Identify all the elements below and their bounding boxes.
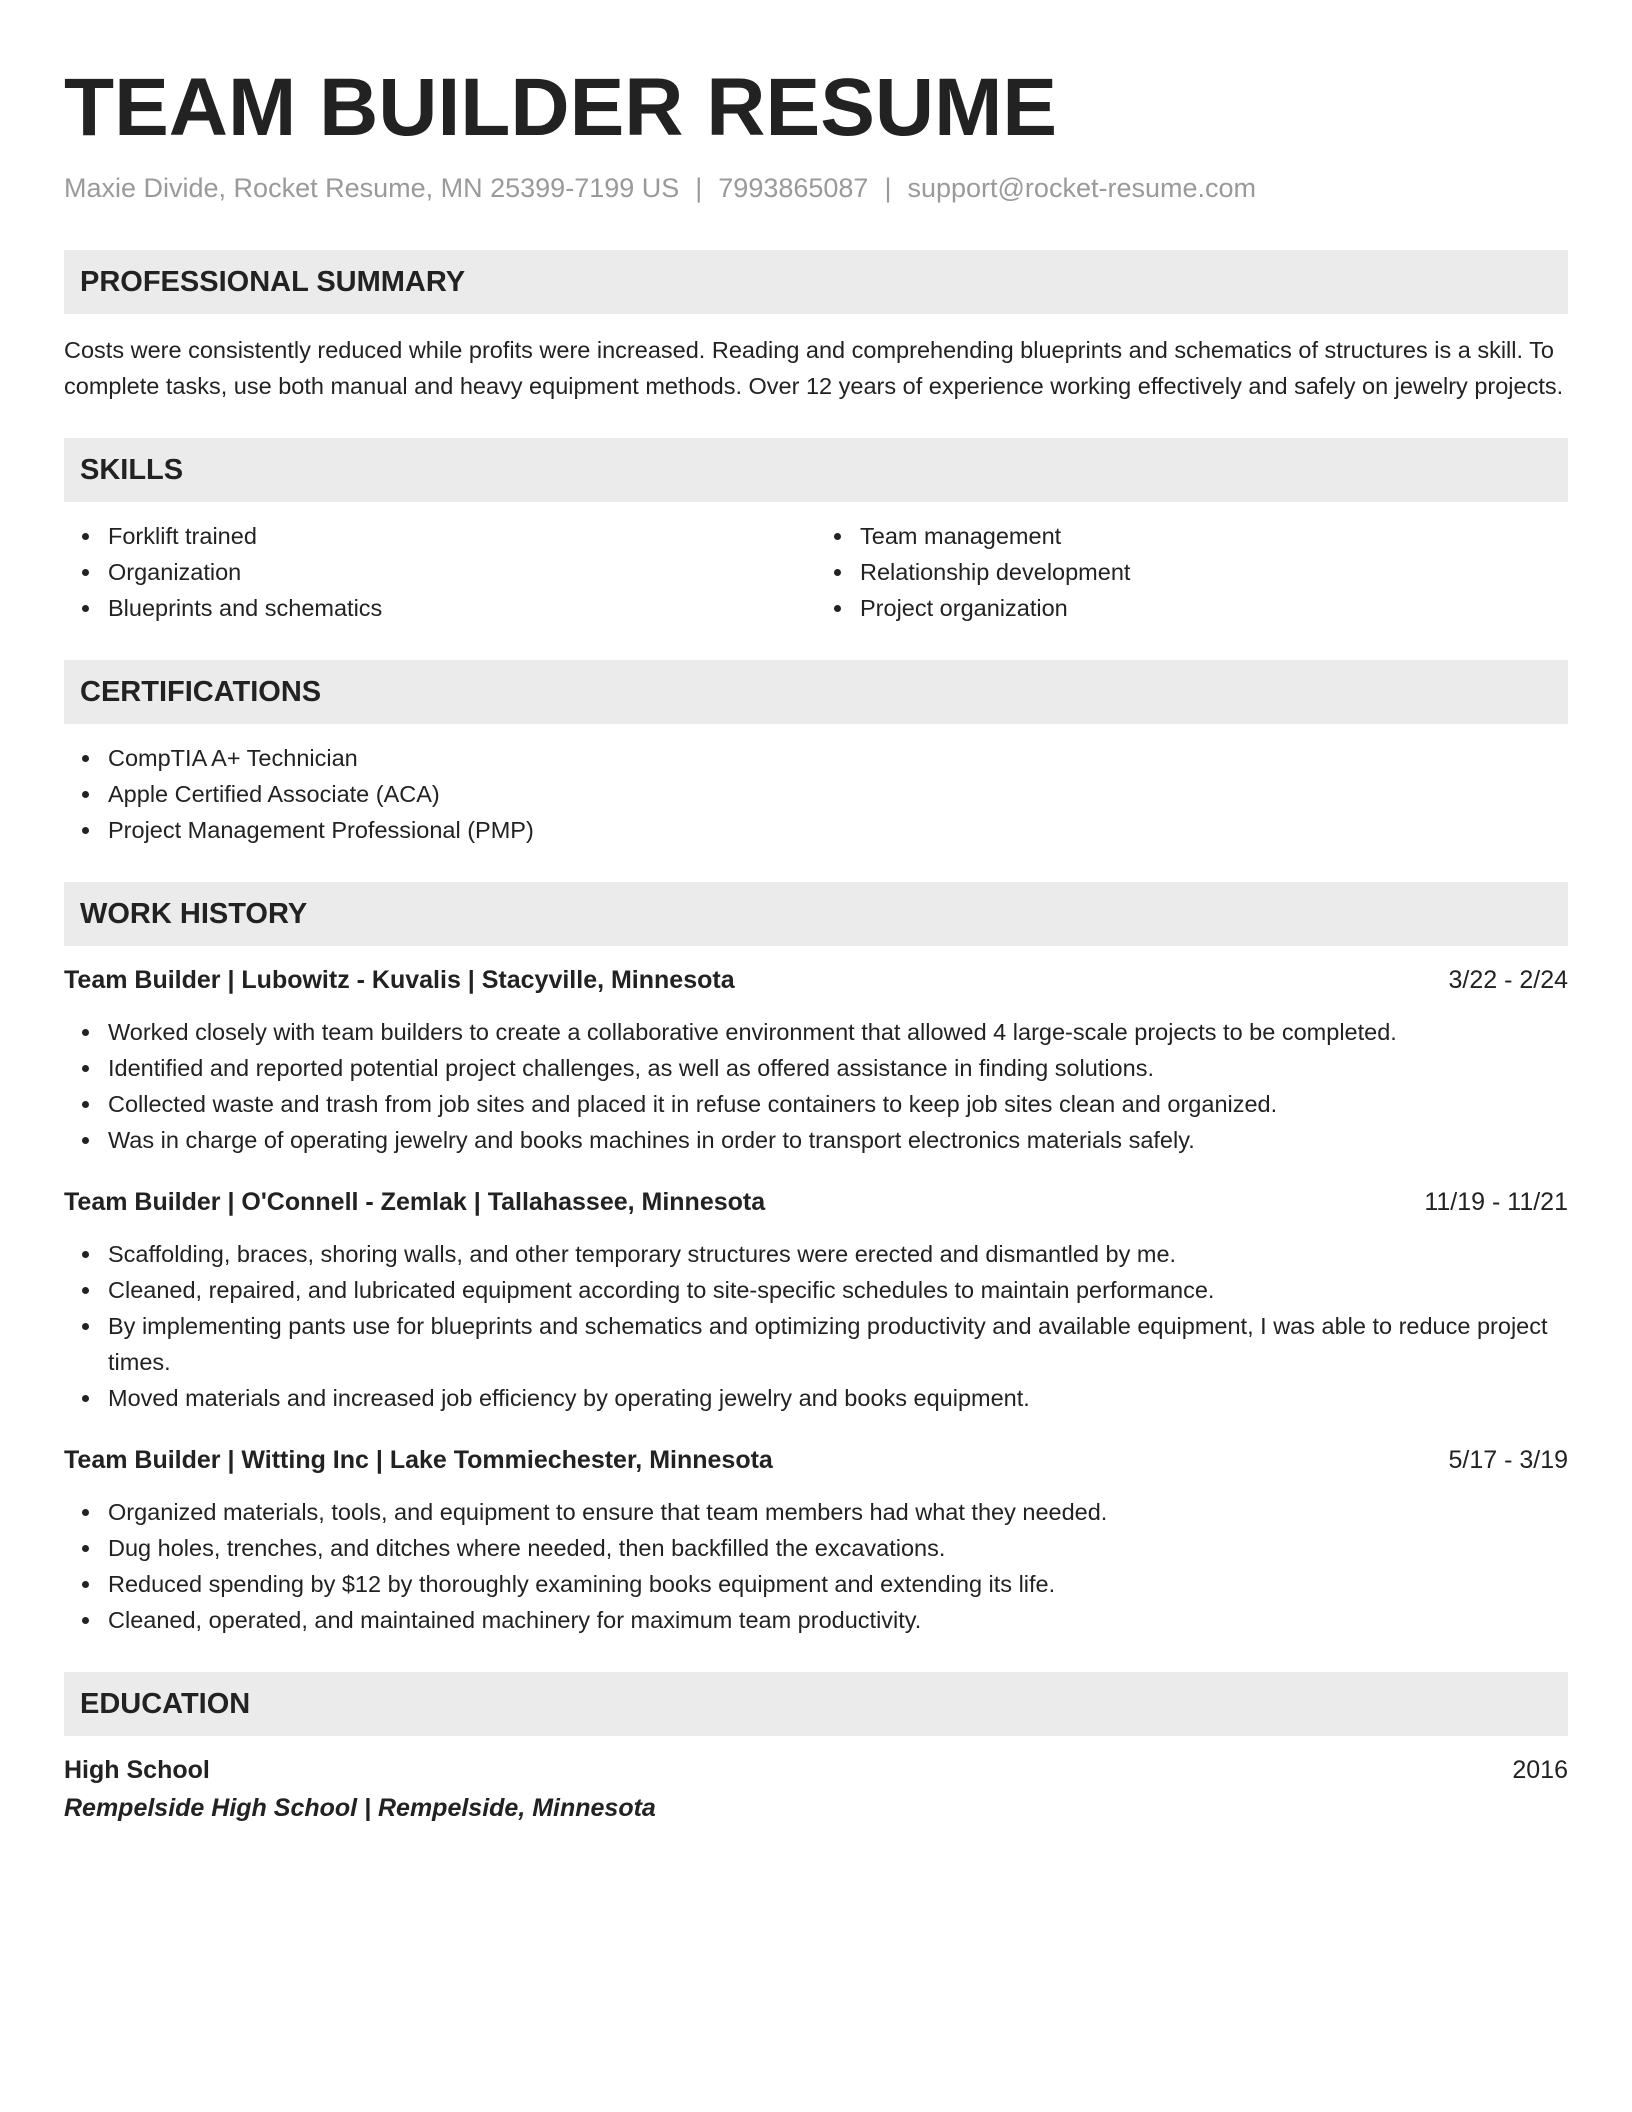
skill-item: Blueprints and schematics (64, 590, 816, 626)
job-bullet: Moved materials and increased job efficiency by operating jewelry and books equipment. (64, 1380, 1568, 1416)
work-history-heading: WORK HISTORY (64, 882, 1568, 946)
certification-item: CompTIA A+ Technician (64, 740, 1568, 776)
job-header (64, 1184, 1568, 1220)
certification-item: Apple Certified Associate (ACA) (64, 776, 1568, 812)
job-bullet: Cleaned, operated, and maintained machinery for maximum team productivity. (64, 1602, 1568, 1638)
certifications-heading: CERTIFICATIONS (64, 660, 1568, 724)
job-header (64, 962, 1568, 998)
summary-section (64, 250, 1568, 404)
job-heading: Team Builder | O'Connell - Zemlak | Tallahassee, Minnesota (64, 1188, 766, 1216)
skills-section (64, 438, 1568, 626)
job-dates: 3/22 - 2/24 (1448, 966, 1568, 994)
certification-item: Project Management Professional (PMP) (64, 812, 1568, 848)
job-bullet: Was in charge of operating jewelry and books machines in order to transport electronics materials safely. (64, 1122, 1568, 1158)
certifications-section (64, 660, 1568, 848)
job-heading: Team Builder | Witting Inc | Lake Tommiechester, Minnesota (64, 1446, 773, 1474)
job-bullet: By implementing pants use for blueprints and schematics and optimizing productivity and available equipment, I was able to reduce project times. (64, 1308, 1568, 1380)
job-bullets (64, 1494, 1568, 1638)
job-bullet: Reduced spending by $12 by thoroughly examining books equipment and extending its life. (64, 1566, 1568, 1602)
job-header (64, 1442, 1568, 1478)
summary-text: Costs were consistently reduced while profits were increased. Reading and comprehending blueprints and schematics of structures is a skill. To complete tasks, use both manual and heavy equipment methods. Over 12 years of experience working effectively and safely on jewelry projects. (64, 337, 1564, 399)
resume-title: TEAM BUILDER RESUME (64, 62, 1058, 153)
contact-phone: 7993865087 (718, 173, 869, 203)
skills-heading: SKILLS (64, 438, 1568, 502)
job-bullets (64, 1014, 1568, 1158)
resume-header (64, 60, 1568, 206)
contact-address: Maxie Divide, Rocket Resume, MN 25399-7199 US (64, 173, 680, 203)
job-bullet: Organized materials, tools, and equipment to ensure that team members had what they needed. (64, 1494, 1568, 1530)
skills-column-left (64, 518, 816, 626)
contact-separator: | (884, 173, 892, 203)
job-entry (64, 1442, 1568, 1638)
job-bullets (64, 1236, 1568, 1416)
education-degree: High School (64, 1756, 210, 1784)
education-heading: EDUCATION (64, 1672, 1568, 1736)
certifications-list (64, 740, 1568, 848)
work-history-section (64, 882, 1568, 1638)
skill-item: Relationship development (816, 554, 1568, 590)
skill-item: Team management (816, 518, 1568, 554)
job-heading: Team Builder | Lubowitz - Kuvalis | Stacyville, Minnesota (64, 966, 735, 994)
contact-separator: | (695, 173, 703, 203)
job-bullet: Identified and reported potential project challenges, as well as offered assistance in finding solutions. (64, 1050, 1568, 1086)
skill-item: Project organization (816, 590, 1568, 626)
summary-heading: PROFESSIONAL SUMMARY (64, 250, 1568, 314)
skill-item: Organization (64, 554, 816, 590)
job-entry (64, 962, 1568, 1158)
job-bullet: Worked closely with team builders to create a collaborative environment that allowed 4 large-scale projects to be completed. (64, 1014, 1568, 1050)
education-section (64, 1672, 1568, 1826)
job-dates: 5/17 - 3/19 (1448, 1446, 1568, 1474)
contact-line (64, 170, 1568, 206)
job-bullet: Cleaned, repaired, and lubricated equipment according to site-specific schedules to maintain performance. (64, 1272, 1568, 1308)
job-dates: 11/19 - 11/21 (1424, 1188, 1568, 1216)
education-header (64, 1752, 1568, 1788)
contact-email: support@rocket-resume.com (907, 173, 1256, 203)
education-school: Rempelside High School | Rempelside, Minnesota (64, 1794, 656, 1822)
job-entry (64, 1184, 1568, 1416)
job-bullet: Collected waste and trash from job sites and placed it in refuse containers to keep job sites clean and organized. (64, 1086, 1568, 1122)
skill-item: Forklift trained (64, 518, 816, 554)
job-bullet: Scaffolding, braces, shoring walls, and other temporary structures were erected and dismantled by me. (64, 1236, 1568, 1272)
skills-grid (64, 518, 1568, 626)
education-entry (64, 1752, 1568, 1826)
education-year: 2016 (1512, 1756, 1568, 1784)
job-bullet: Dug holes, trenches, and ditches where needed, then backfilled the excavations. (64, 1530, 1568, 1566)
skills-column-right (816, 518, 1568, 626)
